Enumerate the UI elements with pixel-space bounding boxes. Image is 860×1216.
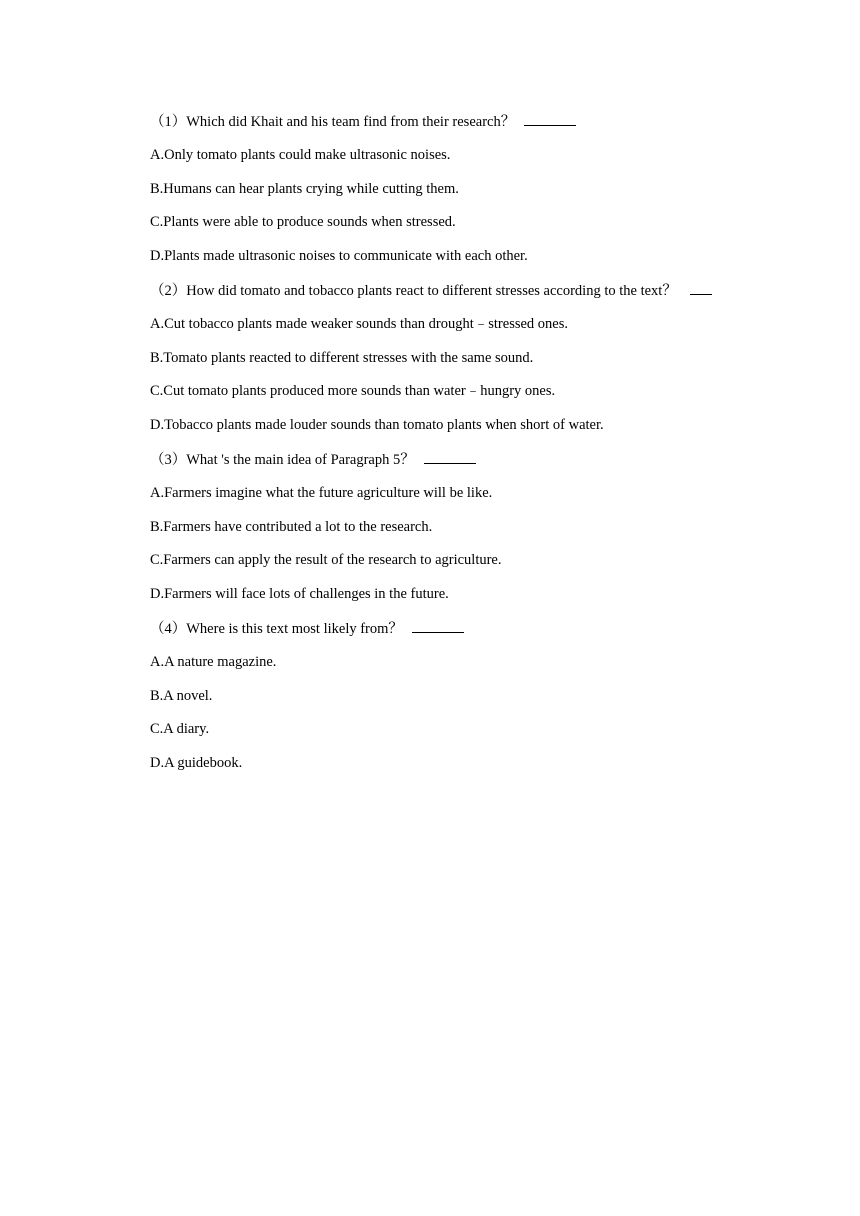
option-c: C.A diary. bbox=[150, 721, 210, 738]
question-number: （4） bbox=[150, 620, 187, 637]
option-a: A.Cut tobacco plants made weaker sounds than drought﹣stressed ones. bbox=[150, 315, 568, 332]
answer-blank bbox=[424, 449, 476, 464]
question-1 bbox=[150, 111, 750, 145]
question-text: Where is this text most likely from？ bbox=[186, 620, 403, 637]
question-list bbox=[150, 111, 750, 787]
option-c: C.Plants were able to produce sounds when stressed. bbox=[150, 214, 456, 231]
option-a: A.Only tomato plants could make ultrasonic noises. bbox=[150, 146, 451, 163]
option-d: D.A guidebook. bbox=[150, 755, 243, 772]
option-b: B.Tomato plants reacted to different stresses with the same sound. bbox=[150, 349, 534, 366]
option-d: D.Plants made ultrasonic noises to communicate with each other. bbox=[150, 248, 528, 265]
option-d: D.Farmers will face lots of challenges in the future. bbox=[150, 586, 449, 603]
option-b: B.Humans can hear plants crying while cutting them. bbox=[150, 180, 459, 197]
question-2 bbox=[150, 280, 750, 314]
question-text: Which did Khait and his team find from their research？ bbox=[186, 114, 516, 130]
option-c: C.Cut tomato plants produced more sounds than water﹣hungry ones. bbox=[150, 383, 556, 400]
answer-blank bbox=[412, 618, 464, 633]
option-b: B.Farmers have contributed a lot to the research. bbox=[150, 518, 433, 535]
option-c: C.Farmers can apply the result of the research to agriculture. bbox=[150, 552, 502, 569]
question-number: （1） bbox=[150, 114, 187, 130]
question-4 bbox=[150, 618, 750, 652]
question-text: What 's the main idea of Paragraph 5？ bbox=[186, 451, 415, 468]
question-text: How did tomato and tobacco plants react to different stresses according to the text？ bbox=[186, 282, 677, 299]
option-a: A.A nature magazine. bbox=[150, 653, 277, 670]
option-a: A.Farmers imagine what the future agriculture will be like. bbox=[150, 484, 493, 501]
question-number: （3） bbox=[150, 451, 187, 468]
question-3 bbox=[150, 449, 750, 483]
answer-blank bbox=[690, 280, 712, 295]
option-b: B.A novel. bbox=[150, 687, 213, 704]
answer-blank bbox=[524, 111, 576, 126]
question-number: （2） bbox=[150, 282, 187, 299]
option-d: D.Tobacco plants made louder sounds than tomato plants when short of water. bbox=[150, 417, 604, 434]
